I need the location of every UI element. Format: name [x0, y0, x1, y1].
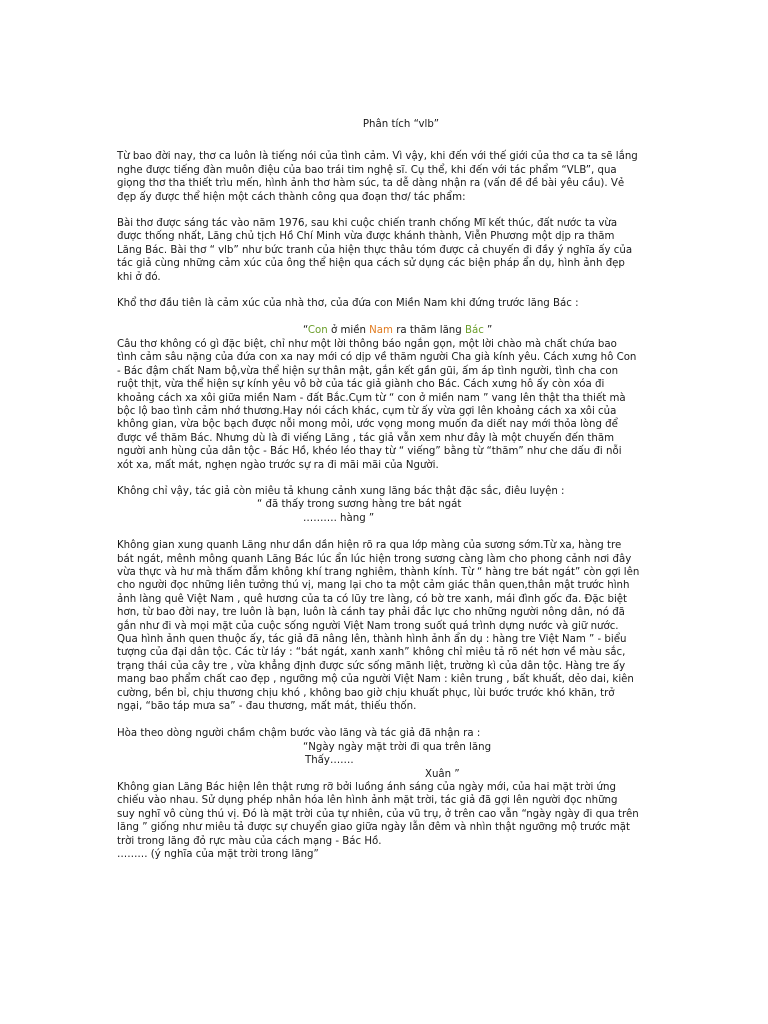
verse-part: ra thăm lăng — [392, 325, 465, 337]
text-line: ruột thịt, vừa thể hiện sự kính yêu vô bờ của tác giả giành cho Bác. Cách xưng hô ấy còn xóa đi — [117, 379, 605, 391]
text-line: hơn, từ bao đời nay, tre luôn là bạn, luôn là cánh tay phải đắc lực cho những người nông dân, nó đã — [117, 607, 625, 619]
document-title: Phân tích “vlb” — [362, 119, 440, 130]
verse-part: “ — [303, 325, 308, 337]
text-line: Không gian Lăng Bác hiện lên thật rưng rỡ bởi luồng ánh sáng của ngày mới, của hai mặt trời ứng — [117, 782, 616, 794]
text-line: khi ở đó. — [117, 271, 161, 283]
text-line: Bài thơ được sáng tác vào năm 1976, sau khi cuộc chiến tranh chống Mĩ kết thúc, đất nước ta vừa — [117, 218, 618, 230]
paragraph-context — [117, 217, 657, 284]
text-line: tượng của đại dân tộc. Các từ láy : “bát ngát, xanh xanh” không chỉ miêu tả rõ nét hơn về màu sắc, — [117, 647, 626, 659]
text-line: bát ngát, mênh mông quanh Lăng Bác lúc ẩn lúc hiện trong sương càng làm cho phong cảnh nơi đây — [117, 553, 632, 565]
verse-word-nam: Nam — [369, 325, 393, 337]
paragraph-scene — [117, 485, 657, 525]
text-line: đẹp ấy được thể hiện một cách thành công qua đoạn thơ/ tác phẩm: — [117, 191, 466, 203]
paragraph-analysis-2 — [117, 539, 657, 713]
text-line: được về thăm Bác. Nhưng dù là đi viếng Lăng , tác giả vẫn xem như đây là một chuyến đến thăm — [117, 432, 615, 444]
text-line: cường, bền bỉ, chịu thương chịu khó , không bao giờ chịu khuất phục, lùi bước trước khó khăn, trở — [117, 687, 615, 699]
text-line: gắn như đi và mọi mặt của cuộc sống người Việt Nam trong suốt quá trình dựng nước và giữ nước. — [117, 620, 619, 632]
verse-part: ở miền — [327, 325, 370, 337]
text-line: khoảng cách xa xôi giữa miền Nam - đất Bắc.Cụm từ “ con ở miền nam ” vang lên thật tha thiết mà — [117, 392, 626, 404]
verse-line: “ đã thấy trong sương hàng tre bát ngát — [257, 499, 462, 511]
text-line: Khổ thơ đầu tiên là cảm xúc của nhà thơ, của đứa con Miền Nam khi đứng trước lăng Bác : — [117, 298, 579, 310]
text-line: xót xa, mất mát, nghẹn ngào trước sự ra đi mãi mãi của Người. — [117, 459, 439, 471]
verse-word-con: Con — [307, 325, 328, 337]
verse-line — [117, 324, 657, 337]
verse-part: ” — [483, 325, 493, 337]
text-line: Qua hình ảnh quen thuộc ấy, tác giả đã nâng lên, thành hình ảnh ẩn dụ : hàng tre Việt Nam ” - biểu — [117, 634, 627, 645]
text-line: chiếu vào nhau. Sử dụng phép nhân hóa lên hình ảnh mặt trời, tác giả đã gợi lên người đọc những — [117, 795, 618, 807]
paragraph-stanza-intro — [117, 297, 657, 310]
text-line: - Bác đậm chất Nam bộ,vừa thể hiện sự thân mật, gắn kết gần gũi, ấm áp tình người, tình cha con — [117, 365, 619, 377]
paragraph-sun — [117, 727, 657, 861]
text-line: Hòa theo dòng người chầm chậm bước vào lăng và tác giả đã nhận ra : — [117, 728, 481, 740]
text-line: vừa thực và hư mà thấm đẫm không khí trang nghiêm, thành kính. Từ “ hàng tre bát ngát” còn gợi lên — [117, 566, 640, 578]
text-line: Từ bao đời nay, thơ ca luôn là tiếng nói của tình cảm. Vì vậy, khi đến với thế giới của thơ ca ta sẽ lắng — [117, 151, 638, 163]
text-line: ảnh làng quê Việt Nam , quê hương của ta có lũy tre làng, có bờ tre xanh, mái đình gốc đa. Đặc biệt — [117, 593, 628, 605]
paragraph-intro — [117, 150, 657, 204]
verse-word-bac: Bác — [464, 325, 484, 337]
text-line: bộc lộ bao tình cảm nhớ thương.Hay nói cách khác, cụm từ ấy vừa gợi lên khoảng cách xa xôi của — [117, 405, 617, 417]
text-line: ……… (ý nghĩa của mặt trời trong lăng” — [117, 849, 319, 861]
document-page — [117, 118, 657, 862]
verse-line: “Ngày ngày mặt trời đi qua trên lăng — [303, 741, 492, 753]
text-line: tác giả cùng những cảm xúc của ông thể hiện qua cách sử dụng các biện pháp ẩn dụ, hình ảnh đẹp — [117, 258, 625, 270]
text-line: Lăng Bác. Bài thơ “ vlb” như bức tranh của hiện thực thâu tóm được cả chuyến đi đầy ý nghĩa ấy của — [117, 244, 633, 256]
text-line: nghe được tiếng đàn muôn điệu của bao trái tim nghệ sĩ. Cụ thể, khi đến với tác phẩm “VLB”, qua — [117, 164, 617, 176]
text-line: suy nghĩ vô cùng thú vị. Đó là mặt trời của tự nhiên, của vũ trụ, ở trên cao vẫn “ngày ngày đi qua trên — [117, 808, 639, 820]
verse-line: ………. hàng ” — [303, 512, 375, 524]
text-line: giọng thơ tha thiết trìu mến, hình ảnh thơ hàm súc, ta dễ dàng nhận ra (vấn đề đề bài yêu cầu). Vẻ — [117, 178, 625, 190]
text-line: Câu thơ không có gì đặc biệt, chỉ như một lời thông báo ngắn gọn, một lời chào mà chất chứa bao — [117, 338, 617, 350]
text-line: lăng ” giống như miêu tả được sự chuyển giao giữa ngày lẫn đêm và nhìn thật ngưỡng mộ trước mặt — [117, 822, 631, 834]
text-line: mang bao phẩm chất cao đẹp , ngưỡng mộ của người Việt Nam : kiên trung , bất khuất, dẻo dai, kiên — [117, 674, 634, 686]
verse-line: Xuân ” — [425, 768, 460, 780]
text-line: được thống nhất, Lăng chủ tịch Hồ Chí Minh vừa được khánh thành, Viễn Phương một dịp ra thăm — [117, 231, 615, 243]
text-line: tình cảm sâu nặng của đứa con xa nay mới có dịp về thăm người Cha già kính yêu. Cách xưng hô Con — [117, 352, 637, 364]
text-line: Không chỉ vậy, tác giả còn miêu tả khung cảnh xung lăng bác thật đặc sắc, điêu luyện : — [117, 485, 565, 497]
verse-line: Thấy……. — [305, 755, 354, 767]
text-line: ngại, “bão táp mưa sa” - đau thương, mất mát, thiếu thốn. — [117, 701, 417, 713]
text-line: Không gian xung quanh Lăng như dần dần hiện rõ ra qua lớp màng của sương sớm.Từ xa, hàng tre — [117, 540, 622, 552]
text-line: người anh hùng của dân tộc - Bác Hồ, khéo léo thay từ “ viếng” bằng từ “thăm” như che dấu đi nỗi — [117, 446, 622, 458]
text-line: cho người đọc những liên tưởng thú vị, mang lại cho ta một cảm giác thân quen,thân mật trước hình — [117, 580, 630, 592]
text-line: không gian, vừa bộc bạch được nỗi mong mỏi, ước vọng mong muốn đa diết nay mới thỏa lòng để — [117, 419, 618, 431]
text-line: trời trong lăng đỏ rực màu của cách mạng - Bác Hồ. — [117, 835, 382, 847]
paragraph-analysis-1 — [117, 324, 657, 471]
text-line: trạng thái của cây tre , vừa khẳng định được sức sống mãnh liệt, trường kì của dân tộc. Hàng tre ấy — [117, 660, 626, 672]
